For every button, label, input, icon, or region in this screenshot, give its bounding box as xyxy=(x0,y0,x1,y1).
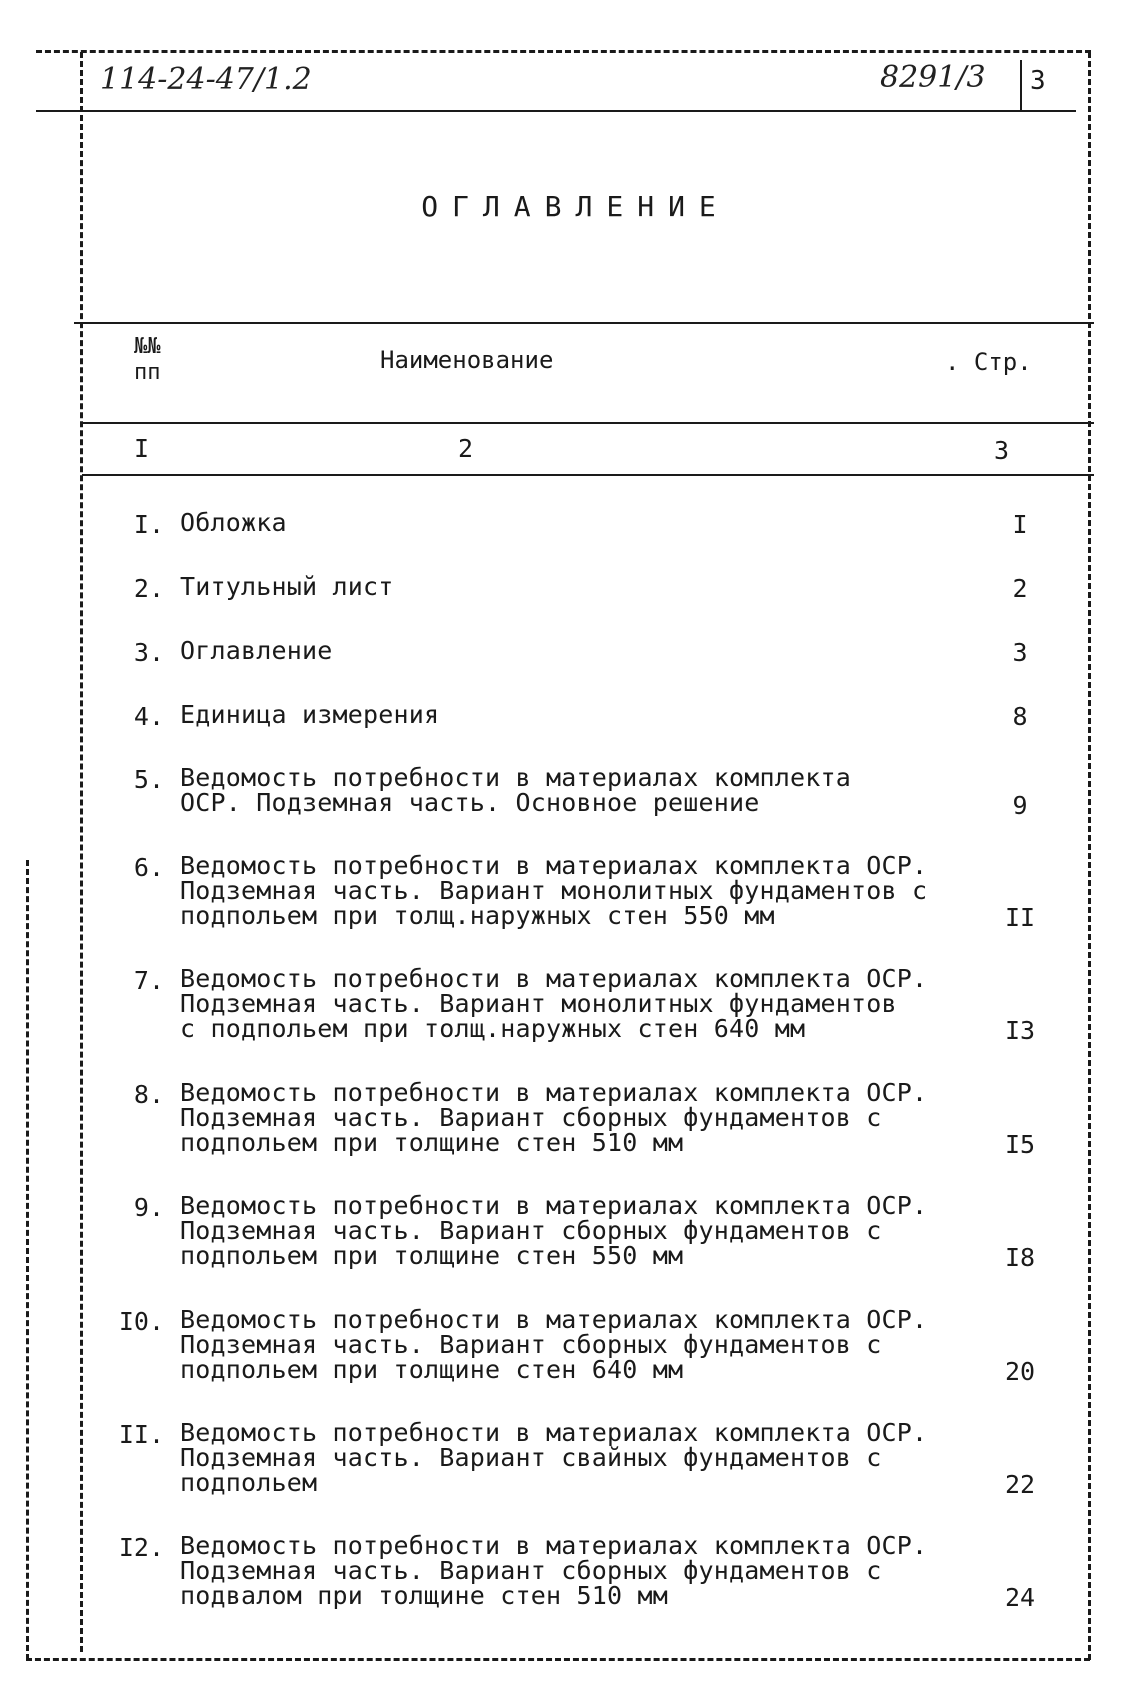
header-col-number: №№ пп xyxy=(134,334,161,385)
entry-page: 3 xyxy=(1012,638,1028,667)
entry-number: II. xyxy=(118,1420,164,1449)
entry-page: I8 xyxy=(1004,1243,1036,1272)
entry-title: Ведомость потребности в материалах комплекта ОСР. Подземная часть. Вариант сборных фундаментов с подпольем при толщине стен 550 мм xyxy=(180,1191,928,1270)
entry-page: I3 xyxy=(1004,1016,1036,1045)
entry-number: 5. xyxy=(133,765,164,794)
frame-top-border xyxy=(36,50,1091,53)
table-colnum-rule xyxy=(82,474,1094,476)
inventory-number: 8291/3 xyxy=(880,60,986,95)
entry-page: 20 xyxy=(1004,1357,1036,1386)
entry-title: Ведомость потребности в материалах комплекта ОСР. Подземная часть. Основное решение xyxy=(180,763,852,817)
entry-number: 8. xyxy=(133,1080,164,1109)
sheet-number: 3 xyxy=(1030,66,1046,96)
entry-title: Ведомость потребности в материалах комплекта ОСР. Подземная часть. Вариант свайных фундаментов с подпольем xyxy=(180,1418,928,1497)
entry-page: 8 xyxy=(1012,702,1028,731)
entry-number: I2. xyxy=(118,1533,164,1562)
entry-title: Оглавление xyxy=(180,636,333,665)
entry-number: 2. xyxy=(133,574,164,603)
header-col-page: . Стр. xyxy=(945,348,1032,376)
entry-title: Ведомость потребности в материалах комплекта ОСР. Подземная часть. Вариант сборных фундаментов с подвалом при толщине стен 510 мм xyxy=(180,1531,928,1610)
entry-page: 2 xyxy=(1012,574,1028,603)
page-title: ОГЛАВЛЕНИЕ xyxy=(421,190,730,223)
entry-title: Обложка xyxy=(180,508,287,537)
entry-title: Ведомость потребности в материалах комплекта ОСР. Подземная часть. Вариант сборных фундаментов с подпольем при толщине стен 510 мм xyxy=(180,1078,928,1157)
entry-page: I xyxy=(1012,510,1028,539)
colnum-2: 2 xyxy=(458,434,474,463)
frame-left-inner xyxy=(80,52,83,1652)
designation-code: 114-24-47/1.2 xyxy=(100,62,312,97)
colnum-1: I xyxy=(134,434,150,463)
entry-page: 24 xyxy=(1004,1583,1036,1612)
entry-title: Ведомость потребности в материалах комплекта ОСР. Подземная часть. Вариант сборных фундаментов с подпольем при толщине стен 640 мм xyxy=(180,1305,928,1384)
frame-bottom-border xyxy=(26,1658,1090,1661)
header-underline xyxy=(36,110,1076,112)
table-top-rule xyxy=(74,322,1094,324)
entry-page: 22 xyxy=(1004,1470,1036,1499)
entry-page: 9 xyxy=(1012,791,1028,820)
entry-number: 6. xyxy=(133,853,164,882)
entry-title: Титульный лист xyxy=(180,572,394,601)
sheet-box-divider xyxy=(1020,60,1022,110)
entry-title: Ведомость потребности в материалах комплекта ОСР. Подземная часть. Вариант монолитных фундаментов с подпольем при толщ.наружных стен 640 мм xyxy=(180,964,928,1043)
entry-page: II xyxy=(1004,903,1036,932)
entry-page: I5 xyxy=(1004,1130,1036,1159)
entry-number: I. xyxy=(133,510,164,539)
colnum-3: 3 xyxy=(994,436,1010,465)
entry-number: 9. xyxy=(133,1193,164,1222)
table-header-rule xyxy=(82,422,1094,424)
entry-number: I0. xyxy=(118,1307,164,1336)
frame-right-border xyxy=(1088,52,1091,1660)
header-col-name: Наименование xyxy=(380,346,554,374)
entry-title: Ведомость потребности в материалах комплекта ОСР. Подземная часть. Вариант монолитных фундаментов с подпольем при толщ.наружных стен 550 мм xyxy=(180,851,928,930)
entry-number: 4. xyxy=(133,702,164,731)
entry-title: Единица измерения xyxy=(180,700,440,729)
entry-number: 3. xyxy=(133,638,164,667)
entry-number: 7. xyxy=(133,966,164,995)
